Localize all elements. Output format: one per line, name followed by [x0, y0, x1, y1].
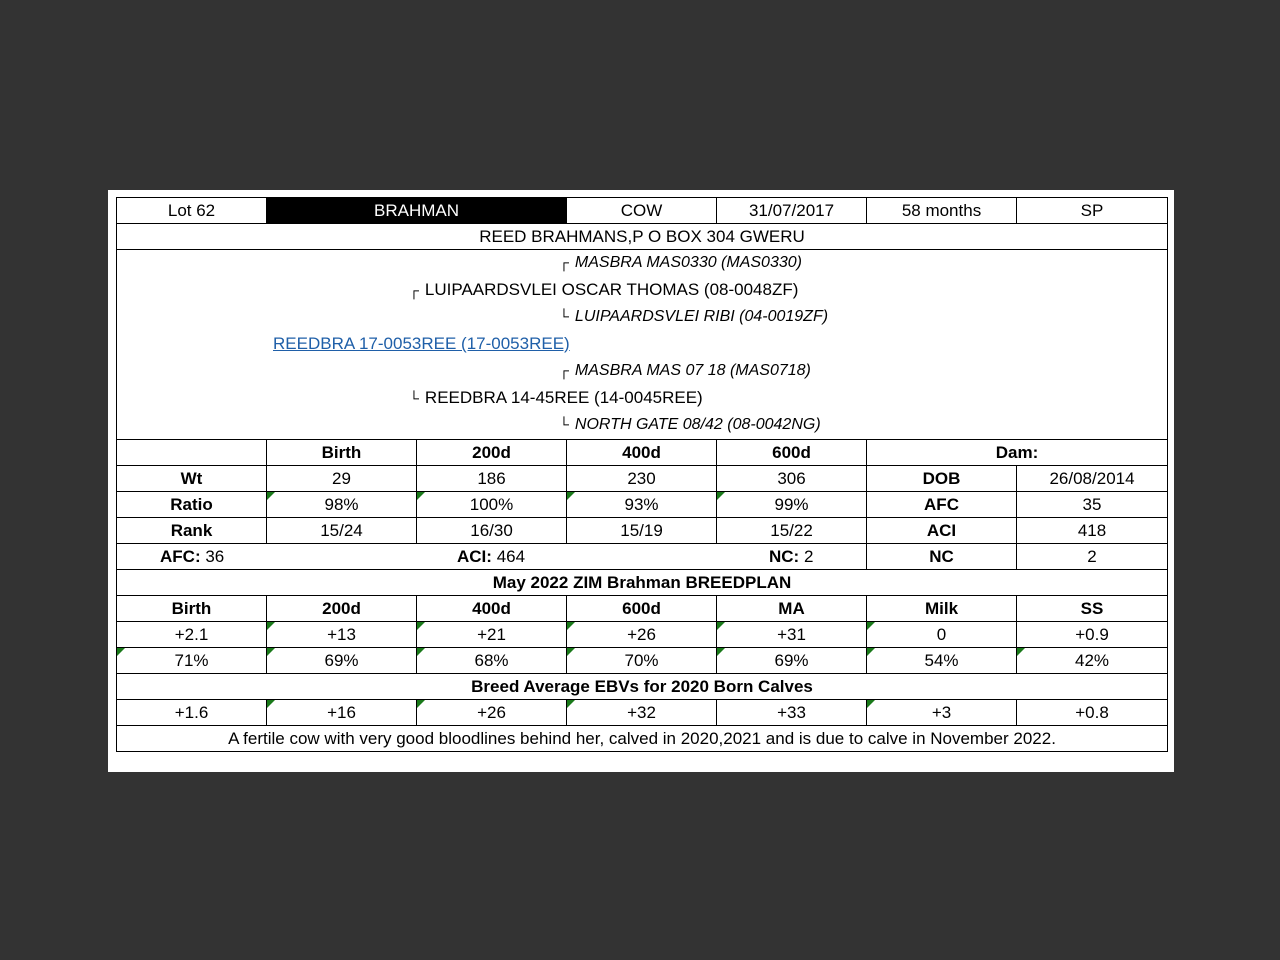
- comment-row: [117, 726, 1168, 752]
- summary-cell: [117, 544, 867, 570]
- row-label: Ratio: [117, 492, 267, 518]
- dam-value: 418: [1017, 518, 1168, 544]
- lot-comment: A fertile cow with very good bloodlines behind her, calved in 2020,2021 and is due to calve in November 2022.: [117, 726, 1168, 752]
- pedigree-sire: ┌ LUIPAARDSVLEI OSCAR THOMAS (08-0048ZF): [409, 280, 799, 299]
- breed-average-value: +0.8: [1017, 700, 1168, 726]
- sex-label: COW: [567, 198, 717, 224]
- ebv-value: +0.9: [1017, 622, 1168, 648]
- perf-value: 100%: [417, 492, 567, 518]
- dam-label: NC: [867, 544, 1017, 570]
- perf-value: 29: [267, 466, 417, 492]
- breed-average-value: +26: [417, 700, 567, 726]
- age-label: 58 months: [867, 198, 1017, 224]
- owner-row: [117, 224, 1168, 250]
- breed-label: BRAHMAN: [267, 198, 567, 224]
- ebv-value: +13: [267, 622, 417, 648]
- performance-header-row: [117, 440, 1168, 466]
- breed-average-title: Breed Average EBVs for 2020 Born Calves: [117, 674, 1168, 700]
- pedigree-sire-sire: ┌ MASBRA MAS0330 (MAS0330): [559, 254, 802, 271]
- perf-value: 98%: [267, 492, 417, 518]
- perf-value: 15/24: [267, 518, 417, 544]
- ebv-value: +21: [417, 622, 567, 648]
- pedigree-dam-sire: ┌ MASBRA MAS 07 18 (MAS0718): [559, 362, 811, 379]
- perf-value: 15/19: [567, 518, 717, 544]
- ebv-row: [117, 622, 1168, 648]
- ebv-value: 0: [867, 622, 1017, 648]
- ebv-col: 400d: [417, 596, 567, 622]
- breed-average-value: +3: [867, 700, 1017, 726]
- dam-value: 2: [1017, 544, 1168, 570]
- performance-row: [117, 492, 1168, 518]
- performance-row: [117, 518, 1168, 544]
- pedigree-cell: [117, 250, 1168, 440]
- perf-col-600d: 600d: [717, 440, 867, 466]
- ebv-value: +2.1: [117, 622, 267, 648]
- pedigree-dam-dam: └ NORTH GATE 08/42 (08-0042NG): [559, 416, 821, 433]
- perf-value: 93%: [567, 492, 717, 518]
- category-label: SP: [1017, 198, 1168, 224]
- accuracy-row: [117, 648, 1168, 674]
- row-label: Rank: [117, 518, 267, 544]
- accuracy-value: 54%: [867, 648, 1017, 674]
- accuracy-value: 69%: [717, 648, 867, 674]
- lot-number: Lot 62: [117, 198, 267, 224]
- pedigree-row: [117, 250, 1168, 440]
- breed-average-value: +32: [567, 700, 717, 726]
- accuracy-value: 70%: [567, 648, 717, 674]
- breedplan-title: May 2022 ZIM Brahman BREEDPLAN: [117, 570, 1168, 596]
- ebv-value: +31: [717, 622, 867, 648]
- perf-value: 230: [567, 466, 717, 492]
- breed-average-value: +16: [267, 700, 417, 726]
- dam-label: AFC: [867, 492, 1017, 518]
- birth-date: 31/07/2017: [717, 198, 867, 224]
- lot-table: [116, 197, 1168, 752]
- pedigree: [120, 250, 1164, 439]
- breed-average-value: +33: [717, 700, 867, 726]
- perf-col-birth: Birth: [267, 440, 417, 466]
- ebv-col: Milk: [867, 596, 1017, 622]
- summary-row: [117, 544, 1168, 570]
- accuracy-value: 68%: [417, 648, 567, 674]
- breed-average-title-row: [117, 674, 1168, 700]
- ebv-col: SS: [1017, 596, 1168, 622]
- owner-address: REED BRAHMANS,P O BOX 304 GWERU: [117, 224, 1168, 250]
- summary-aci: ACI: 464: [457, 547, 526, 566]
- perf-col-200d: 200d: [417, 440, 567, 466]
- perf-value: 99%: [717, 492, 867, 518]
- ebv-col: Birth: [117, 596, 267, 622]
- pedigree-animal-link[interactable]: REEDBRA 17-0053REE (17-0053REE): [273, 334, 570, 353]
- performance-row: [117, 466, 1168, 492]
- summary-afc: AFC: 36: [160, 547, 225, 566]
- accuracy-value: 71%: [117, 648, 267, 674]
- dam-label: ACI: [867, 518, 1017, 544]
- accuracy-value: 69%: [267, 648, 417, 674]
- breed-average-row: [117, 700, 1168, 726]
- ebv-col: 600d: [567, 596, 717, 622]
- lot-card: [108, 190, 1174, 772]
- perf-value: 186: [417, 466, 567, 492]
- dam-label: DOB: [867, 466, 1017, 492]
- pedigree-dam: └ REEDBRA 14-45REE (14-0045REE): [409, 388, 703, 407]
- pedigree-sire-dam: └ LUIPAARDSVLEI RIBI (04-0019ZF): [559, 308, 829, 325]
- dam-value: 35: [1017, 492, 1168, 518]
- summary-nc: NC: 2: [769, 547, 814, 566]
- ebv-col: 200d: [267, 596, 417, 622]
- ebv-value: +26: [567, 622, 717, 648]
- header-row: [117, 198, 1168, 224]
- breed-average-value: +1.6: [117, 700, 267, 726]
- perf-value: 306: [717, 466, 867, 492]
- blank-cell: [117, 440, 267, 466]
- perf-value: 15/22: [717, 518, 867, 544]
- breedplan-title-row: [117, 570, 1168, 596]
- dam-title: Dam:: [867, 440, 1168, 466]
- accuracy-value: 42%: [1017, 648, 1168, 674]
- perf-value: 16/30: [417, 518, 567, 544]
- row-label: Wt: [117, 466, 267, 492]
- dam-value: 26/08/2014: [1017, 466, 1168, 492]
- perf-col-400d: 400d: [567, 440, 717, 466]
- breedplan-header-row: [117, 596, 1168, 622]
- ebv-col: MA: [717, 596, 867, 622]
